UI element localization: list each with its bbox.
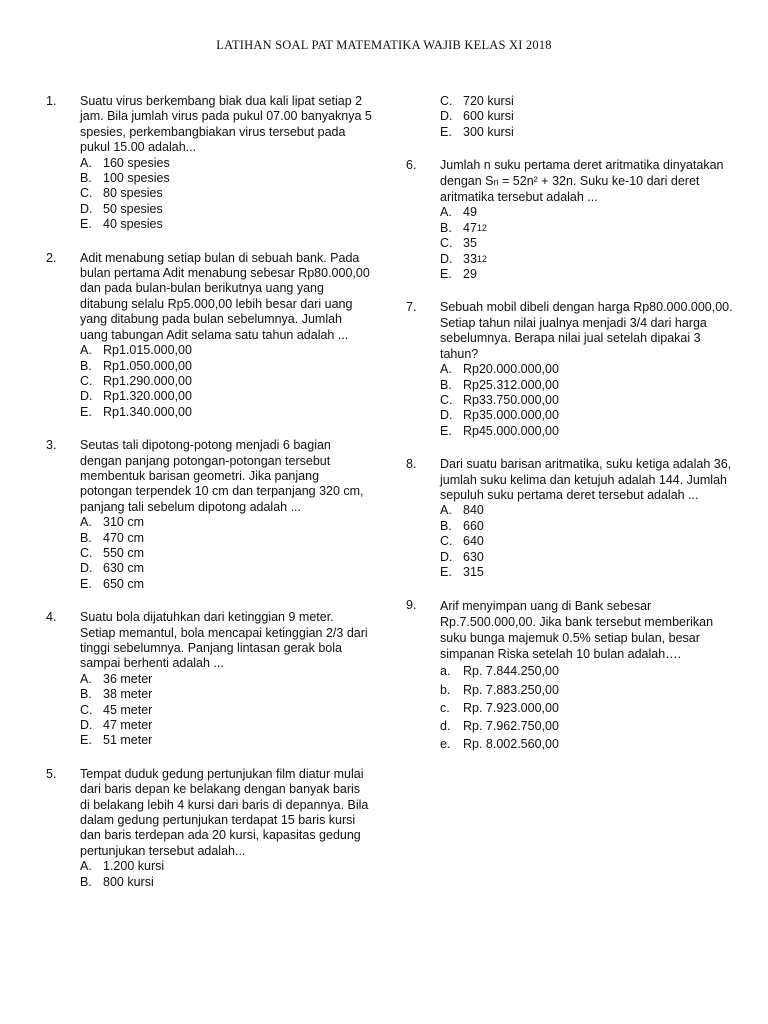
question-text: Arif menyimpan uang di Bank sebesar Rp.7.500.000,00. Jika bank tersebut memberikan suku bunga majemuk 0.5% setiap bulan, besar simpanan Riska setelah 10 bulan adalah…. bbox=[440, 599, 714, 662]
question-number: 7. bbox=[406, 300, 417, 315]
question-8 bbox=[406, 457, 736, 580]
option-d: D. 600 kursi bbox=[440, 109, 514, 124]
option-a: A. 840 bbox=[440, 503, 484, 518]
option-d: D. 33 12 bbox=[440, 251, 487, 266]
question-5-continued bbox=[406, 94, 736, 140]
option-c: C. 80 spesies bbox=[80, 186, 163, 201]
left-column bbox=[46, 94, 372, 908]
answer-options bbox=[440, 362, 736, 439]
option-a: A. 310 cm bbox=[80, 515, 144, 530]
option-c: C. 35 bbox=[440, 236, 477, 251]
question-7 bbox=[406, 300, 736, 439]
option-b: B. 100 spesies bbox=[80, 171, 170, 186]
option-b: B. 47 12 bbox=[440, 220, 487, 235]
question-number: 6. bbox=[406, 158, 417, 173]
answer-options bbox=[80, 515, 372, 592]
option-a: A. Rp1.015.000,00 bbox=[80, 343, 192, 358]
page-title: LATIHAN SOAL PAT MATEMATIKA WAJIB KELAS XI 2018 bbox=[216, 38, 552, 52]
option-b: B. 800 kursi bbox=[80, 874, 154, 889]
question-text: Suatu bola dijatuhkan dari ketinggian 9 meter. Setiap memantul, bola mencapai ketinggian 2/3 dari tinggi sebelumnya. Panjang lintasan gerak bola sampai berhenti adalah ... bbox=[80, 610, 368, 671]
question-number: 8. bbox=[406, 457, 417, 472]
option-b: B. 660 bbox=[440, 518, 484, 533]
option-d: D. Rp35.000.000,00 bbox=[440, 408, 559, 423]
option-e: e. Rp. 8.002.560,00 bbox=[440, 737, 559, 752]
option-e: E. 29 bbox=[440, 267, 477, 282]
answer-options bbox=[440, 662, 736, 753]
option-a: a. Rp. 7.844.250,00 bbox=[440, 664, 559, 679]
question-number: 4. bbox=[46, 610, 57, 625]
option-b: B. 38 meter bbox=[80, 687, 153, 702]
answer-options bbox=[440, 503, 736, 580]
option-c: C. Rp1.290.000,00 bbox=[80, 373, 192, 388]
option-d: D. 47 meter bbox=[80, 718, 153, 733]
question-3 bbox=[46, 438, 372, 592]
question-number: 5. bbox=[46, 766, 57, 781]
option-e: E. 300 kursi bbox=[440, 124, 514, 139]
option-c: C. 640 bbox=[440, 534, 484, 549]
option-e: E. 650 cm bbox=[80, 576, 144, 591]
answer-options bbox=[80, 156, 372, 233]
option-e: E. 315 bbox=[440, 564, 484, 579]
option-c: C. 45 meter bbox=[80, 702, 153, 717]
subscript-n: n bbox=[493, 176, 499, 187]
option-d: D. 630 cm bbox=[80, 561, 144, 576]
answer-options bbox=[440, 205, 736, 282]
option-e: E. 51 meter bbox=[80, 733, 153, 748]
question-text: Jumlah n suku pertama deret aritmatika dinyatakan dengan Sn = 52n² + 32n. Suku ke-10 dari deret aritmatika tersebut adalah ... bbox=[440, 158, 724, 205]
question-4 bbox=[46, 610, 372, 749]
question-1 bbox=[46, 94, 372, 233]
answer-options bbox=[80, 343, 372, 420]
question-number: 3. bbox=[46, 438, 57, 453]
option-c: C. Rp33.750.000,00 bbox=[440, 392, 559, 407]
question-number: 1. bbox=[46, 94, 57, 108]
option-d: D. Rp1.320.000,00 bbox=[80, 389, 192, 404]
question-number: 2. bbox=[46, 250, 57, 265]
question-text: Dari suatu barisan aritmatika, suku ketiga adalah 36, jumlah suku kelima dan ketujuh adalah 144. Jumlah sepuluh suku pertama deret tersebut adalah ... bbox=[440, 457, 732, 502]
option-e: E. 40 spesies bbox=[80, 217, 163, 232]
option-d: D. 630 bbox=[440, 549, 484, 564]
option-a: A. Rp20.000.000,00 bbox=[440, 362, 559, 377]
option-b: b. Rp. 7.883.250,00 bbox=[440, 682, 559, 697]
question-6 bbox=[406, 158, 736, 282]
question-text: Seutas tali dipotong-potong menjadi 6 bagian dengan panjang potongan-potongan tersebut membentuk barisan geometri. Jika panjang potongan terpendek 10 cm dan terpanjang 320 cm, panjang tali sebelum dipotong adalah ... bbox=[80, 438, 364, 514]
question-text: Sebuah mobil dibeli dengan harga Rp80.000.000,00. Setiap tahun nilai jualnya menjadi 3/4 dari harga sebelumnya. Berapa nilai jual setelah dipakai 3 tahun? bbox=[440, 300, 733, 361]
answer-options bbox=[80, 859, 372, 890]
option-b: B. Rp25.312.000,00 bbox=[440, 377, 559, 392]
option-a: A. 36 meter bbox=[80, 671, 153, 686]
option-c: c. Rp. 7.923.000,00 bbox=[440, 700, 559, 715]
option-c: C. 720 kursi bbox=[440, 94, 514, 108]
question-text: Adit menabung setiap bulan di sebuah bank. Pada bulan pertama Adit menabung sebesar Rp80.000,00 dan pada bulan-bulan berikutnya uang yang ditabung selalu Rp5.000,00 lebih besar dari uang yang ditabung pada bulan sebelumnya. Jumlah uang tabungan Adit selama satu tahun adalah ... bbox=[80, 250, 370, 342]
answer-options bbox=[80, 672, 372, 749]
question-5 bbox=[46, 767, 372, 890]
answer-options bbox=[440, 94, 736, 140]
option-d: D. 50 spesies bbox=[80, 201, 163, 216]
option-a: A. 1.200 kursi bbox=[80, 859, 165, 874]
option-a: A. 49 bbox=[440, 205, 477, 220]
question-2 bbox=[46, 251, 372, 420]
option-e: E. Rp1.340.000,00 bbox=[80, 404, 192, 419]
formula: = 52n² + 32n bbox=[502, 173, 573, 188]
option-d: d. Rp. 7.962.750,00 bbox=[440, 718, 559, 733]
option-e: E. Rp45.000.000,00 bbox=[440, 423, 559, 438]
question-9 bbox=[406, 598, 736, 753]
question-number: 9. bbox=[406, 598, 417, 613]
question-text: Suatu virus berkembang biak dua kali lipat setiap 2 jam. Bila jumlah virus pada pukul 07.00 banyaknya 5 spesies, perkembangbiakan virus tersebut pada pukul 15.00 adalah... bbox=[80, 94, 372, 155]
option-a: A. 160 spesies bbox=[80, 155, 170, 170]
option-b: B. Rp1.050.000,00 bbox=[80, 358, 192, 373]
option-c: C. 550 cm bbox=[80, 545, 144, 560]
option-b: B. 470 cm bbox=[80, 530, 144, 545]
right-column bbox=[406, 94, 736, 771]
question-text: Tempat duduk gedung pertunjukan film diatur mulai dari baris depan ke belakang dengan banyak baris di belakang lebih 4 kursi dari baris di depannya. Bila dalam gedung pertunjukan terdapat 15 baris kursi dan baris terdepan ada 20 kursi, kapasitas gedung pertunjukan tersebut adalah... bbox=[80, 766, 369, 858]
